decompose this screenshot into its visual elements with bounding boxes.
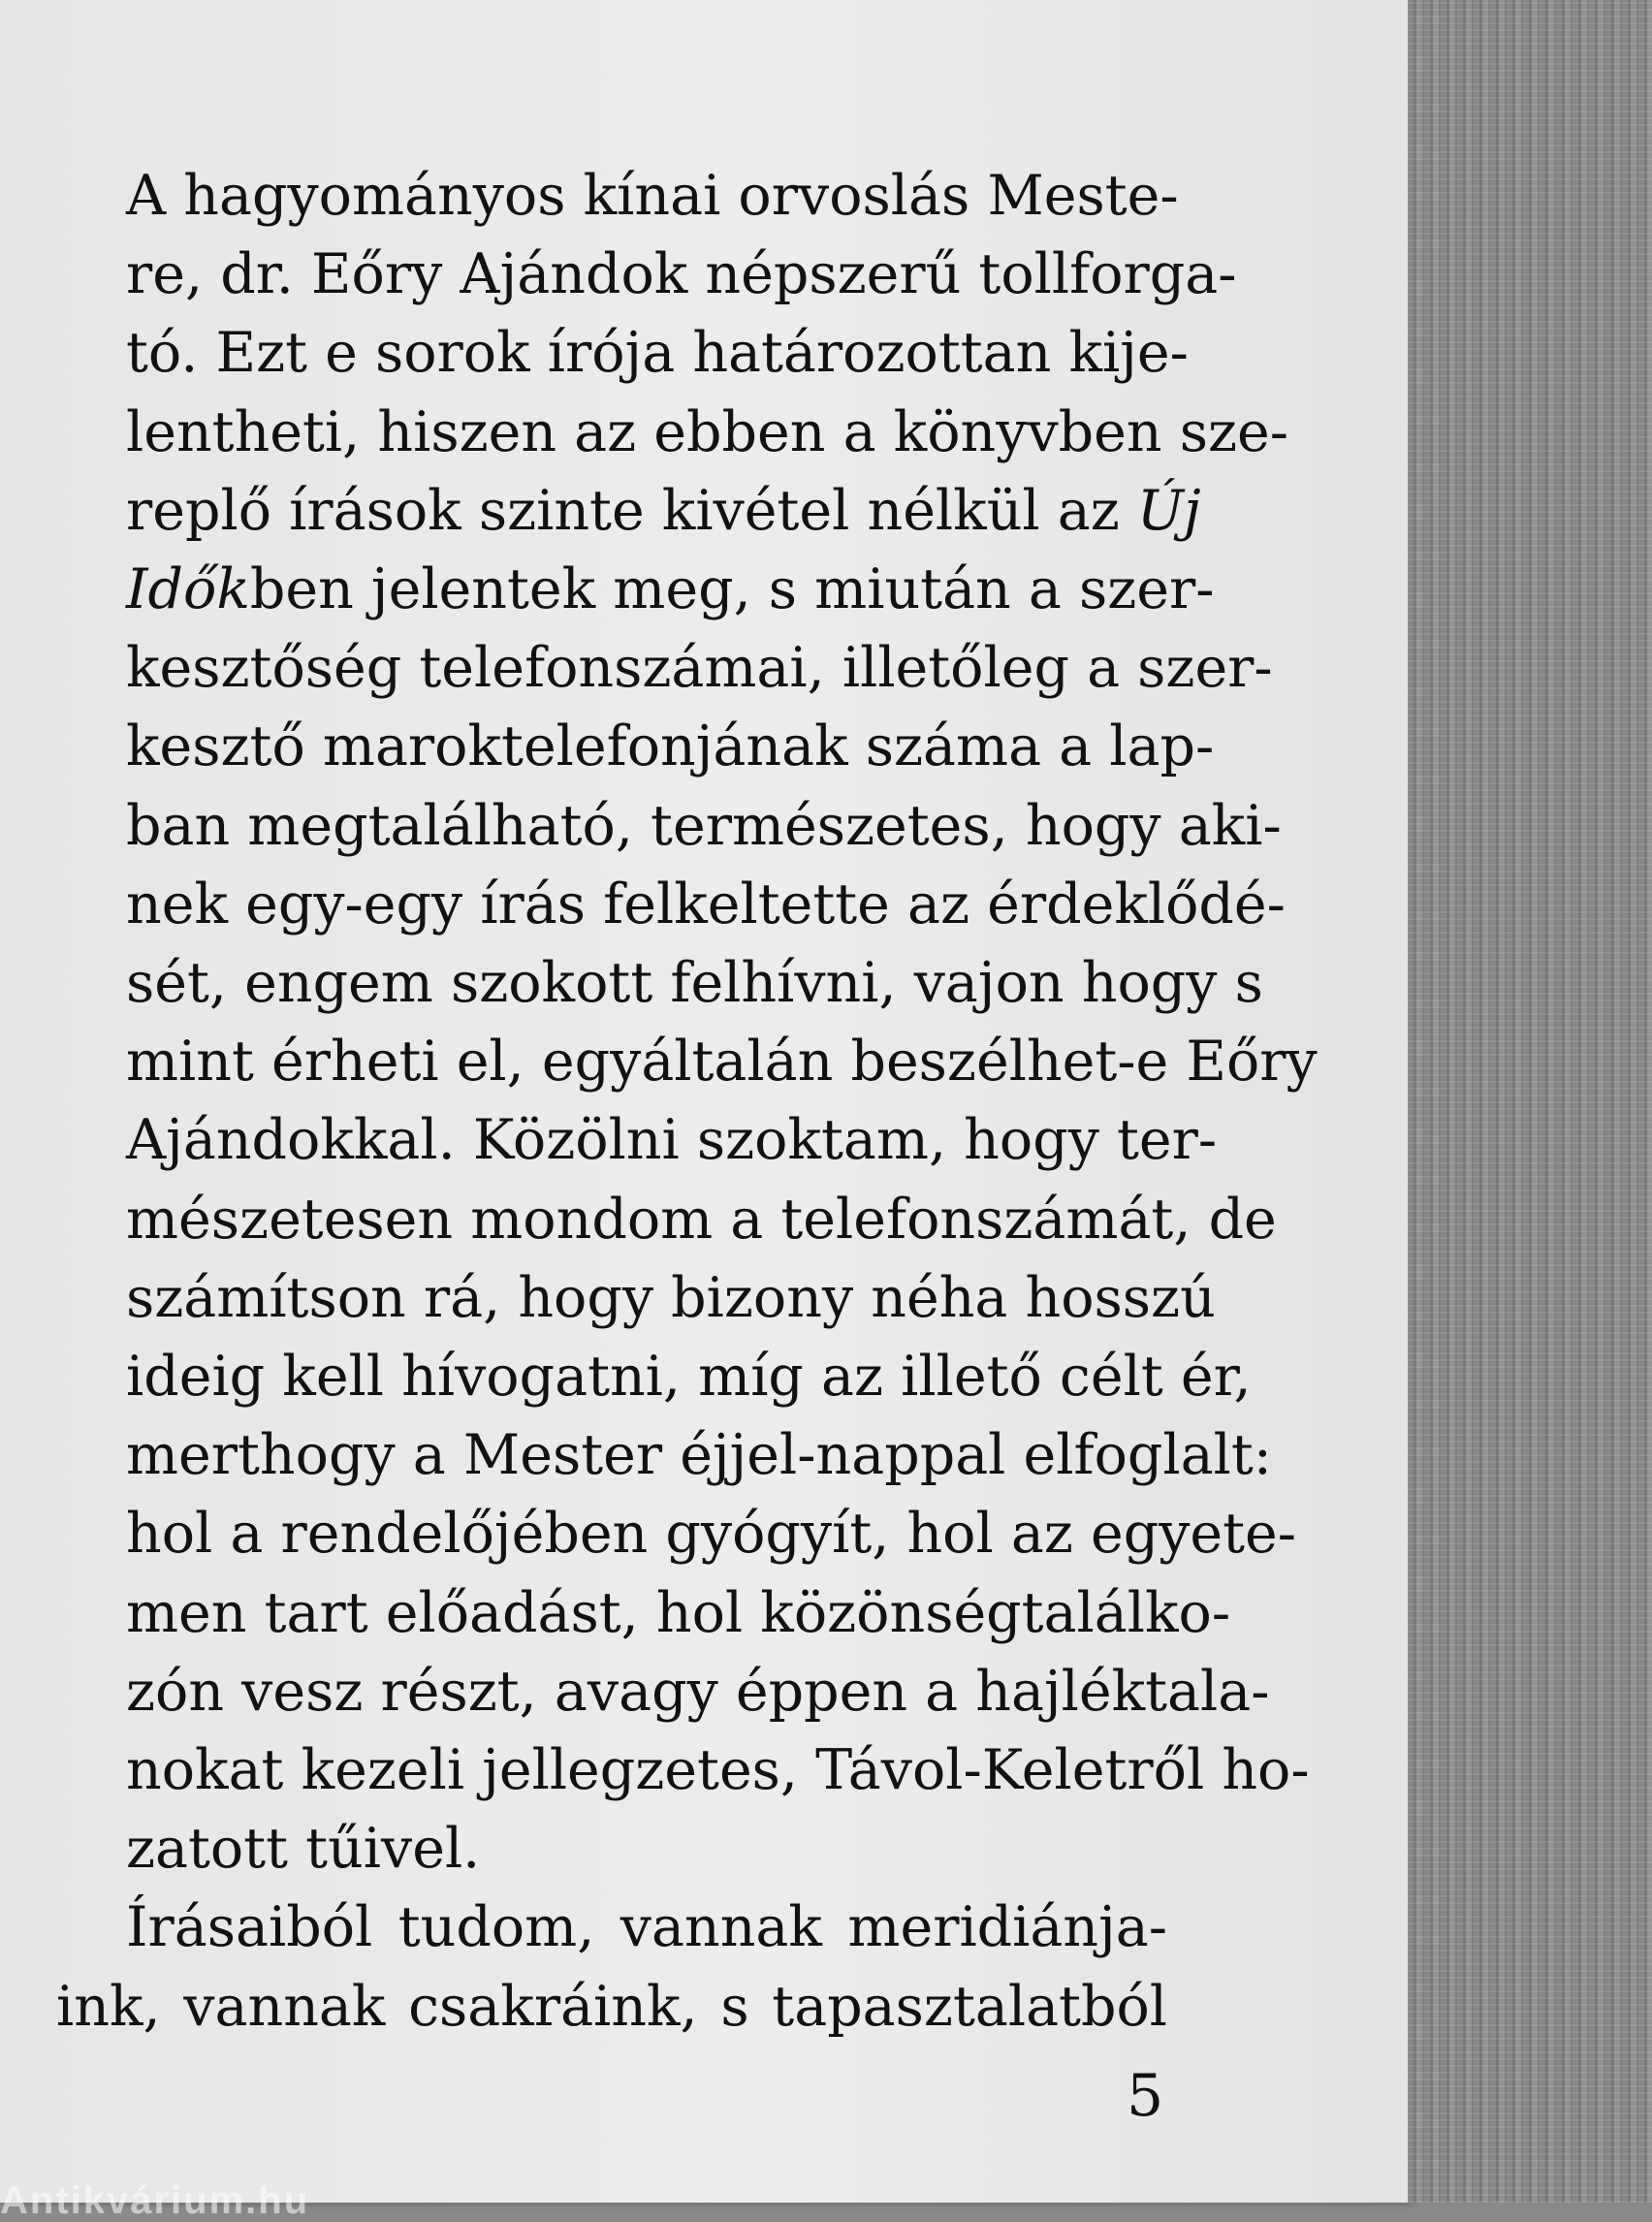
- text-line: replő írások szinte kivétel nélkül az Új: [126, 478, 1201, 543]
- text-line: ink, vannak csakráink, s tapasztalatból: [56, 1974, 1167, 2039]
- text-line: men tart előadást, hol közönségtalálko-: [126, 1580, 1231, 1645]
- text-line: Írásaiból tudom, vannak meridiánja-: [126, 1895, 1167, 1960]
- text-line: re, dr. Eőry Ajándok népszerű tollforga-: [126, 242, 1237, 307]
- text-line: kesztő maroktelefonjának száma a lap-: [126, 714, 1215, 779]
- italic-title-part: Idők: [126, 557, 250, 622]
- text-line-italic-title-end: [56, 551, 1215, 629]
- text-line: ban megtalálható, természetes, hogy aki-: [126, 793, 1282, 858]
- text-line: Ajándokkal. Közölni szoktam, hogy ter-: [126, 1108, 1218, 1173]
- text-line: Időkben jelentek meg, s miután a szer-: [126, 557, 1215, 622]
- text-line: zón vesz részt, avagy éppen a hajléktala-: [126, 1659, 1270, 1724]
- text-line: mészetesen mondom a telefonszámát, de: [126, 1187, 1277, 1252]
- text-line: A hagyományos kínai orvoslás Meste-: [126, 164, 1179, 228]
- show-through-text: [58, 0, 1163, 107]
- text-line: nek egy-egy írás felkeltette az érdeklődé-: [126, 872, 1286, 936]
- text-line: nokat kezeli jellegzetes, Távol-Keletről ho-: [126, 1738, 1310, 1803]
- italic-title-part: Új: [1136, 478, 1201, 543]
- text-line: kesztőség telefonszámai, illetőleg a szer-: [126, 636, 1273, 701]
- watermark: Antikvárium.hu: [0, 2179, 310, 2222]
- page-number: 5: [1127, 2062, 1164, 2130]
- text-line: zatott tűivel.: [126, 1817, 481, 1882]
- text-line: számítson rá, hogy bizony néha hosszú: [126, 1265, 1216, 1330]
- text-line: hol a rendelőjében gyógyít, hol az egyete-: [126, 1502, 1297, 1567]
- page-edge-stack: [1408, 0, 1652, 2203]
- text-line-italic-title-start: [56, 472, 1201, 551]
- text-line: lentheti, hiszen az ebben a könyvben sze-: [126, 399, 1288, 464]
- text-line: ideig kell hívogatni, míg az illető célt ér,: [126, 1345, 1252, 1410]
- text-line: mint érheti el, egyáltalán beszélhet-e Eőry: [126, 1030, 1318, 1095]
- paragraph-2: [56, 1889, 1167, 2046]
- text-line: tó. Ezt e sorok írója határozottan kije-: [126, 321, 1189, 386]
- paragraph-1: [56, 157, 1318, 1889]
- text-line: merthogy a Mester éjjel-nappal elfoglalt:: [126, 1423, 1272, 1488]
- text-line: sét, engem szokott felhívni, vajon hogy s: [126, 951, 1263, 1016]
- page-body-text: [56, 157, 1318, 2047]
